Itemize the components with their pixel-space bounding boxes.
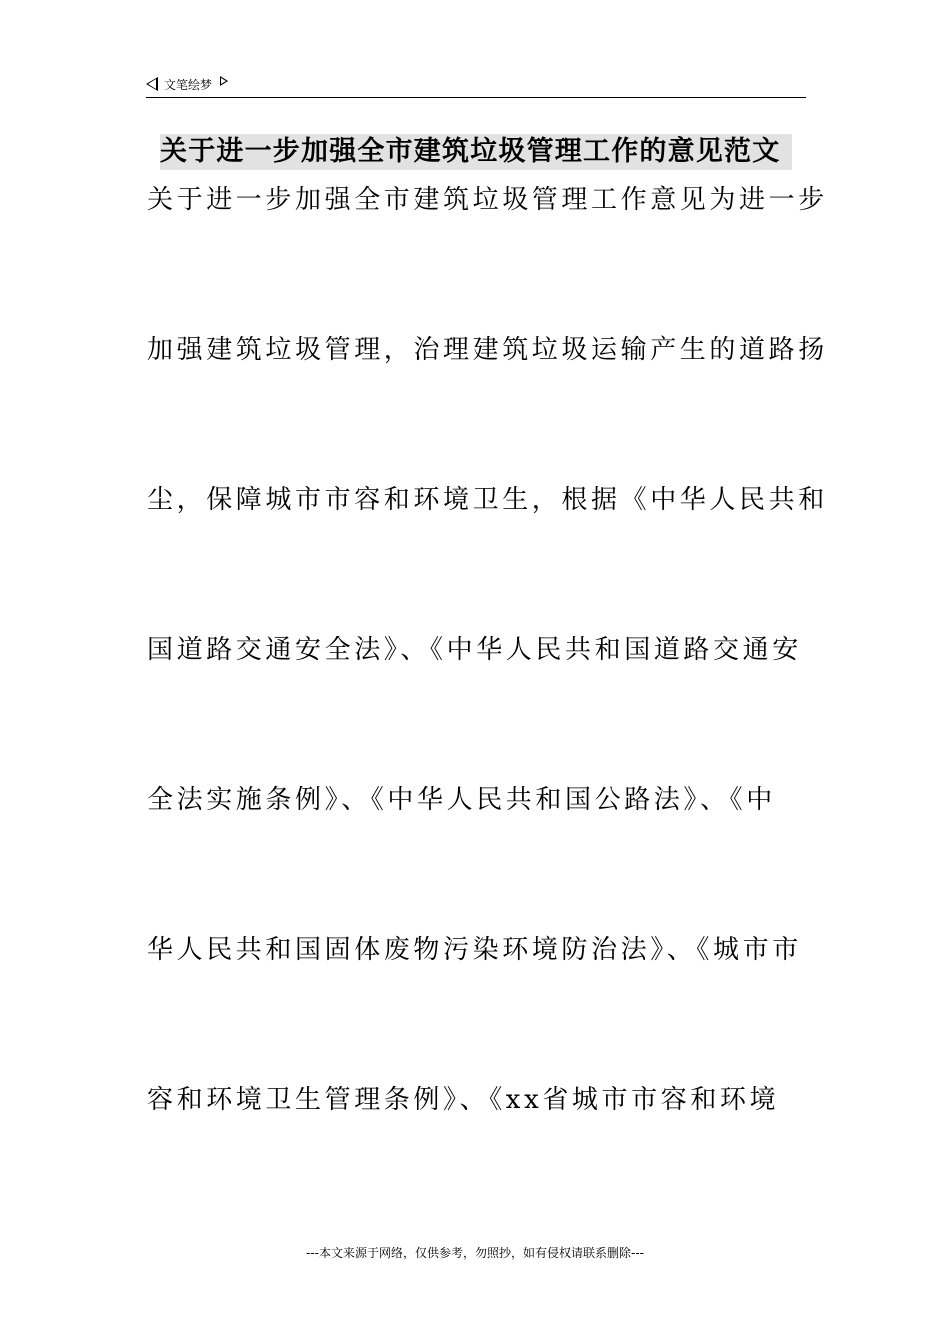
body-line: 全法实施条例》、《中华人民共和国公路法》、《中 [147,785,776,815]
footer-notice: ---本文来源于网络，仅供参考，勿照抄，如有侵权请联系删除--- [306,1246,644,1260]
body-line: 关于进一步加强全市建筑垃圾管理工作意见为进一步 [147,185,828,215]
document-body [147,170,828,1220]
header-label: 文笔绘梦 [164,77,213,92]
triangle-left-icon [146,77,158,91]
body-line: 华人民共和国固体废物污染环境防治法》、《城市市 [147,935,802,965]
header-divider [146,97,806,98]
body-line: 国道路交通安全法》、《中华人民共和国道路交通安 [147,635,802,665]
page-header [146,72,228,96]
body-line: 尘，保障城市市容和环境卫生，根据《中华人民共和 [147,485,828,515]
body-line: 容和环境卫生管理条例》、《xx省城市市容和环境 [147,1085,780,1115]
body-line: 加强建筑垃圾管理，治理建筑垃圾运输产生的道路扬 [147,335,828,365]
triangle-right-icon [220,76,228,86]
document-title: 关于进一步加强全市建筑垃圾管理工作的意见范文 [160,134,792,170]
